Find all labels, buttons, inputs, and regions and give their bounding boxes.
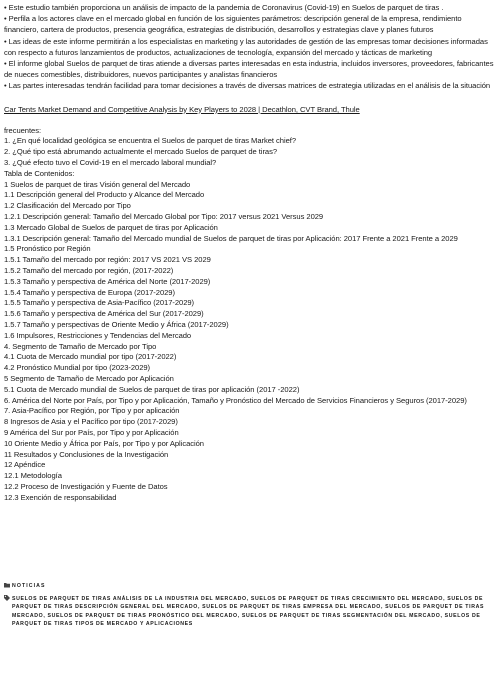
list-item: 9 América del Sur por País, por Tipo y por Aplicación	[4, 427, 179, 437]
bullet-paragraph: • El informe global Suelos de parquet de tiras atiende a diversas partes interesadas en esta industria, incluidos inversores, proveedores, fabricantes de nueces comestibles, distribuidores, nuevos participantes y analistas financieros	[4, 59, 494, 80]
list-item: 5.1 Cuota de Mercado mundial de Suelos de parquet de tiras por aplicación (2017 -2022)	[4, 384, 300, 394]
list-item: 12 Apéndice	[4, 460, 46, 470]
list-item: 12.3 Exención de responsabilidad	[4, 492, 117, 502]
bullet-paragraph: • Las ideas de este informe permitirán a los especialistas en marketing y las autoridades de gestión de las empresas tomar decisiones informadas con respecto a futuros lanzamientos de productos, actualizaciones de tecnología, expansión del mercado y tácticas de marketing	[4, 36, 488, 57]
list-item: 1.5.4 Tamaño y perspectiva de Europa (2017-2029)	[4, 287, 175, 297]
list-item: 1 Suelos de parquet de tiras Visión general del Mercado	[4, 179, 191, 189]
related-article-link[interactable]: Car Tents Market Demand and Competitive Analysis by Key Players to 2028 | Decathlon, CVT Brand, Thule	[4, 104, 360, 114]
list-item: 1.3 Mercado Global de Suelos de parquet de tiras por Aplicación	[4, 222, 218, 232]
list-item: 4.1 Cuota de Mercado mundial por tipo (2017-2022)	[4, 352, 177, 362]
list-item: 1.5 Pronóstico por Región	[4, 244, 91, 254]
folder-icon	[4, 582, 12, 591]
table-of-contents	[4, 126, 496, 504]
list-item: 5 Segmento de Tamaño de Mercado por Aplicación	[4, 373, 174, 383]
list-item: 1.5.5 Tamaño y perspectiva de Asia-Pacífico (2017-2029)	[4, 298, 195, 308]
list-item: 1.3.1 Descripción general: Tamaño del Mercado mundial de Suelos de parquet de tiras por Aplicación: 2017 Frente a 2021 Frente a 2029	[4, 233, 458, 243]
list-item: 12.1 Metodología	[4, 471, 62, 481]
list-item: 1.5.1 Tamaño del mercado por región: 2017 VS 2021 VS 2029	[4, 255, 211, 265]
list-item: 1.1 Descripción general del Producto y Alcance del Mercado	[4, 190, 205, 200]
list-item: 10 Oriente Medio y África por País, por Tipo y por Aplicación	[4, 438, 204, 448]
post-footer	[0, 582, 500, 629]
list-item: 12.2 Proceso de Investigación y Fuente de Datos	[4, 481, 168, 491]
list-item: 11 Resultados y Conclusiones de la Investigación	[4, 449, 169, 459]
bullet-paragraph: • Las partes interesadas tendrán facilidad para tomar decisiones a través de diversas matrices de estrategia utilizadas en el análisis de la situación	[4, 81, 491, 91]
list-item: 1.5.7 Tamaño y perspectivas de Oriente Medio y África (2017-2029)	[4, 319, 229, 329]
list-item: 2. ¿Qué tipo está abrumando actualmente el mercado Suelos de parquet de tiras?	[4, 147, 278, 157]
list-item: 4. Segmento de Tamaño de Mercado por Tipo	[4, 341, 157, 351]
intro-bullets	[4, 2, 496, 92]
list-item: 1.5.6 Tamaño y perspectiva de América del Sur (2017-2029)	[4, 309, 204, 319]
list-item: 1. ¿En qué localidad geológica se encuentra el Suelos de parquet de tiras Market chief?	[4, 136, 296, 146]
list-item: 1.5.2 Tamaño del mercado por región, (2017-2022)	[4, 265, 174, 275]
list-item: 3. ¿Qué efecto tuvo el Covid-19 en el mercado laboral mundial?	[4, 158, 217, 168]
list-item: 8 Ingresos de Asia y el Pacífico por tipo (2017-2029)	[4, 417, 178, 427]
category-link[interactable]: NOTICIAS	[12, 583, 46, 589]
list-item: 1.6 Impulsores, Restricciones y Tendencias del Mercado	[4, 330, 192, 340]
list-item: 7. Asia-Pacífico por Región, por Tipo y por aplicación	[4, 406, 180, 416]
list-item: 6. América del Norte por País, por Tipo y por Aplicación, Tamaño y Pronóstico del Mercado de Servicios Financieros y Seguros (2017-2029)	[4, 395, 467, 405]
tag-icon	[4, 595, 12, 604]
list-item: 1.5.3 Tamaño y perspectiva de América del Norte (2017-2029)	[4, 276, 211, 286]
list-item: 4.2 Pronóstico Mundial por tipo (2023-2029)	[4, 363, 151, 373]
list-item: 1.2 Clasificación del Mercado por Tipo	[4, 201, 131, 211]
category-row	[0, 582, 500, 591]
tags-row	[0, 595, 500, 629]
list-item: frecuentes:	[4, 125, 42, 135]
tag-list[interactable]: SUELOS DE PARQUET DE TIRAS ANÁLISIS DE LA INDUSTRIA DEL MERCADO, SUELOS DE PARQUET DE TIRAS CRECIMIENTO DEL MERCADO, SUELOS DE PARQUET DE TIRAS DESCRIPCIÓN GENERAL DEL MERCADO, SUELOS DE PARQUET DE TIRAS EMPRESA DEL MERCADO, SUELOS DE PARQUET DE TIRAS MERCADO, SUELOS DE PARQUET DE TIRAS PRONÓSTICO DEL MERCADO, SUELOS DE PARQUET DE TIRAS SEGMENTACIÓN DEL MERCADO, SUELOS DE PARQUET DE TIRAS TIPOS DE MERCADO Y APLICACIONES	[12, 596, 485, 628]
bullet-paragraph: • Este estudio también proporciona un análisis de impacto de la pandemia de Coronavirus (Covid-19) en Suelos de parquet de tiras .	[4, 3, 444, 12]
list-item: 1.2.1 Descripción general: Tamaño del Mercado Global por Tipo: 2017 versus 2021 Versus 2029	[4, 212, 324, 221]
list-item: Tabla de Contenidos:	[4, 168, 75, 178]
bullet-paragraph: • Perfila a los actores clave en el mercado global en función de los siguientes parámetros: descripción general de la empresa, rendimiento financiero, cartera de productos, presencia geográfica, estrategias de distribución, desarrollos y estrategias clave y planes futuros	[4, 14, 462, 35]
